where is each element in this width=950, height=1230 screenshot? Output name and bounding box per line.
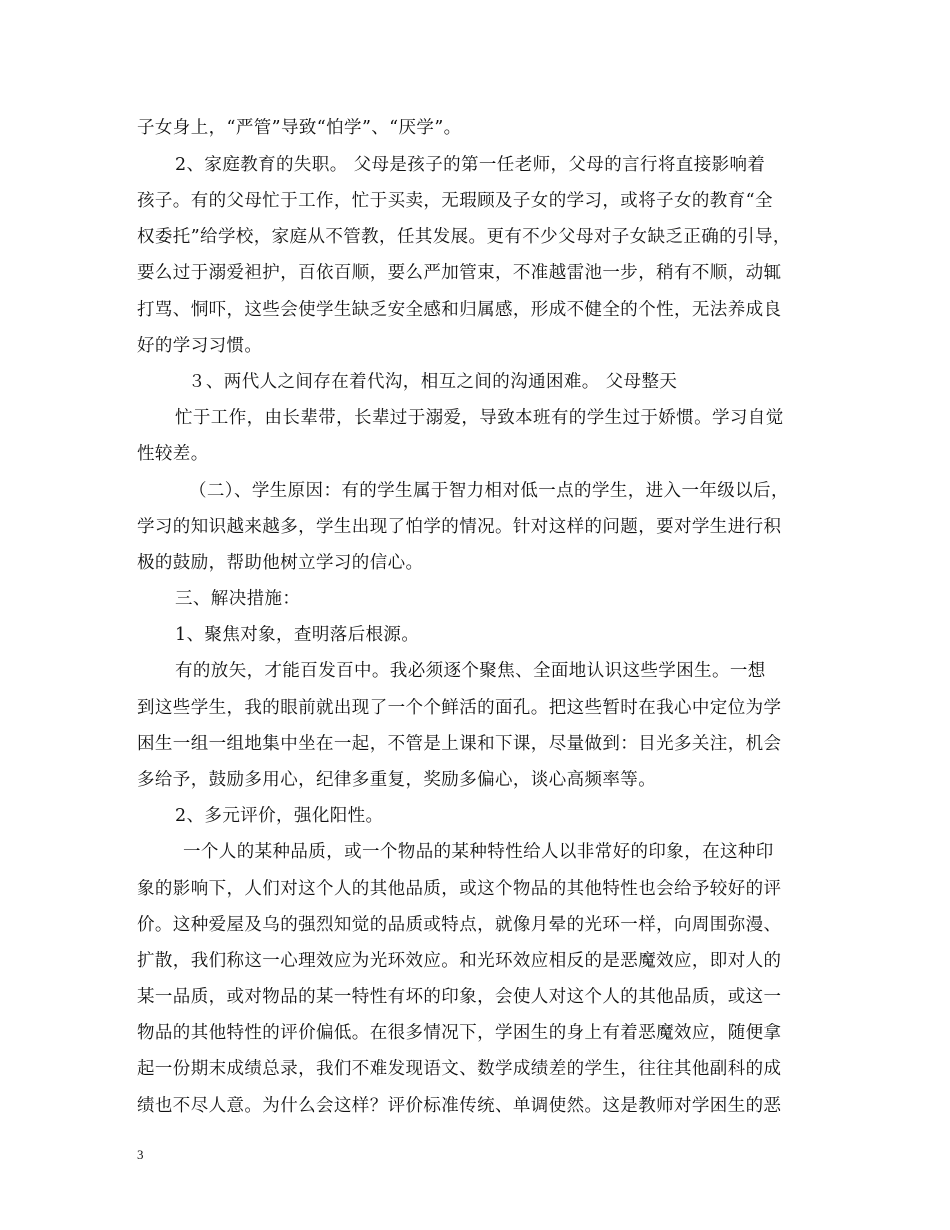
text-line: 性较差。: [137, 444, 209, 464]
text-line: 价。这种爱屋及乌的强烈知觉的品质或特点，就像月晕的光环一样，向周围弥漫、: [137, 915, 782, 935]
text-line: 起一份期末成绩总录，我们不难发现语文、数学成绩差的学生，往往其他副科的成: [137, 1059, 782, 1079]
text-line: ３、两代人之间存在着代沟，相互之间的沟通困难。 父母整天: [188, 372, 678, 392]
page-number: 3: [137, 1147, 144, 1162]
text-line: 物品的其他特性的评价偏低。在很多情况下，学困生的身上有着恶魔效应，随便拿: [137, 1023, 782, 1043]
text-line: 好的学习习惯。: [137, 336, 263, 356]
section-heading: 三、解决措施：: [175, 589, 301, 609]
text-line: 扩散，我们称这一心理效应为光环效应。和光环效应相反的是恶魔效应，即对人的: [137, 951, 782, 971]
text-line: 象的影响下，人们对这个人的其他品质，或这个物品的其他特性也会给予较好的评: [137, 879, 782, 899]
text-line: 绩也不尽人意。为什么会这样？评价标准传统、单调使然。这是教师对学困生的恶: [137, 1096, 782, 1116]
subsection-heading: 2、多元评价，强化阳性。: [175, 806, 384, 826]
text-line: 困生一组一组地集中坐在一起，不管是上课和下课，尽量做到：目光多关注，机会: [137, 734, 782, 754]
text-line: 极的鼓励，帮助他树立学习的信心。: [137, 553, 424, 573]
subsection-heading: 1、聚焦对象，查明落后根源。: [175, 625, 420, 645]
text-line: 孩子。有的父母忙于工作，忙于买卖，无瑕顾及子女的学习，或将子女的教育“全: [137, 191, 773, 211]
text-line: 有的放矢，才能百发百中。我必须逐个聚焦、全面地认识这些学困生。一想: [175, 661, 766, 681]
text-line: 某一品质，或对物品的某一特性有坏的印象，会使人对这个人的其他品质，或这一: [137, 987, 782, 1007]
text-line: 学习的知识越来越多，学生出现了怕学的情况。针对这样的问题，要对学生进行积: [137, 517, 782, 537]
text-line: 2、家庭教育的失职。 父母是孩子的第一任老师，父母的言行将直接影响着: [175, 155, 766, 175]
text-line: 到这些学生，我的眼前就出现了一个个鲜活的面孔。把这些暂时在我心中定位为学: [137, 698, 782, 718]
text-line: 子女身上，“严管”导致“怕学”、“厌学”。: [137, 118, 462, 138]
text-line: 打骂、恫吓，这些会使学生缺乏安全感和归属感，形成不健全的个性，无法养成良: [137, 300, 782, 320]
text-line: 忙于工作，由长辈带，长辈过于溺爱，导致本班有的学生过于娇惯。学习自觉: [175, 408, 784, 428]
text-line: （二）、学生原因：有的学生属于智力相对低一点的学生，进入一年级以后，: [189, 481, 789, 501]
text-line: 权委托”给学校，家庭从不管教，任其发展。更有不少父母对子女缺乏正确的引导，: [137, 227, 791, 247]
text-line: 一个人的某种品质，或一个物品的某种特性给人以非常好的印象，在这种印: [183, 842, 774, 862]
text-line: 要么过于溺爱袒护，百依百顺，要么严加管束，不准越雷池一步，稍有不顺，动辄: [137, 263, 782, 283]
text-line: 多给予，鼓励多用心，纪律多重复，奖励多偏心，谈心高频率等。: [137, 770, 657, 790]
